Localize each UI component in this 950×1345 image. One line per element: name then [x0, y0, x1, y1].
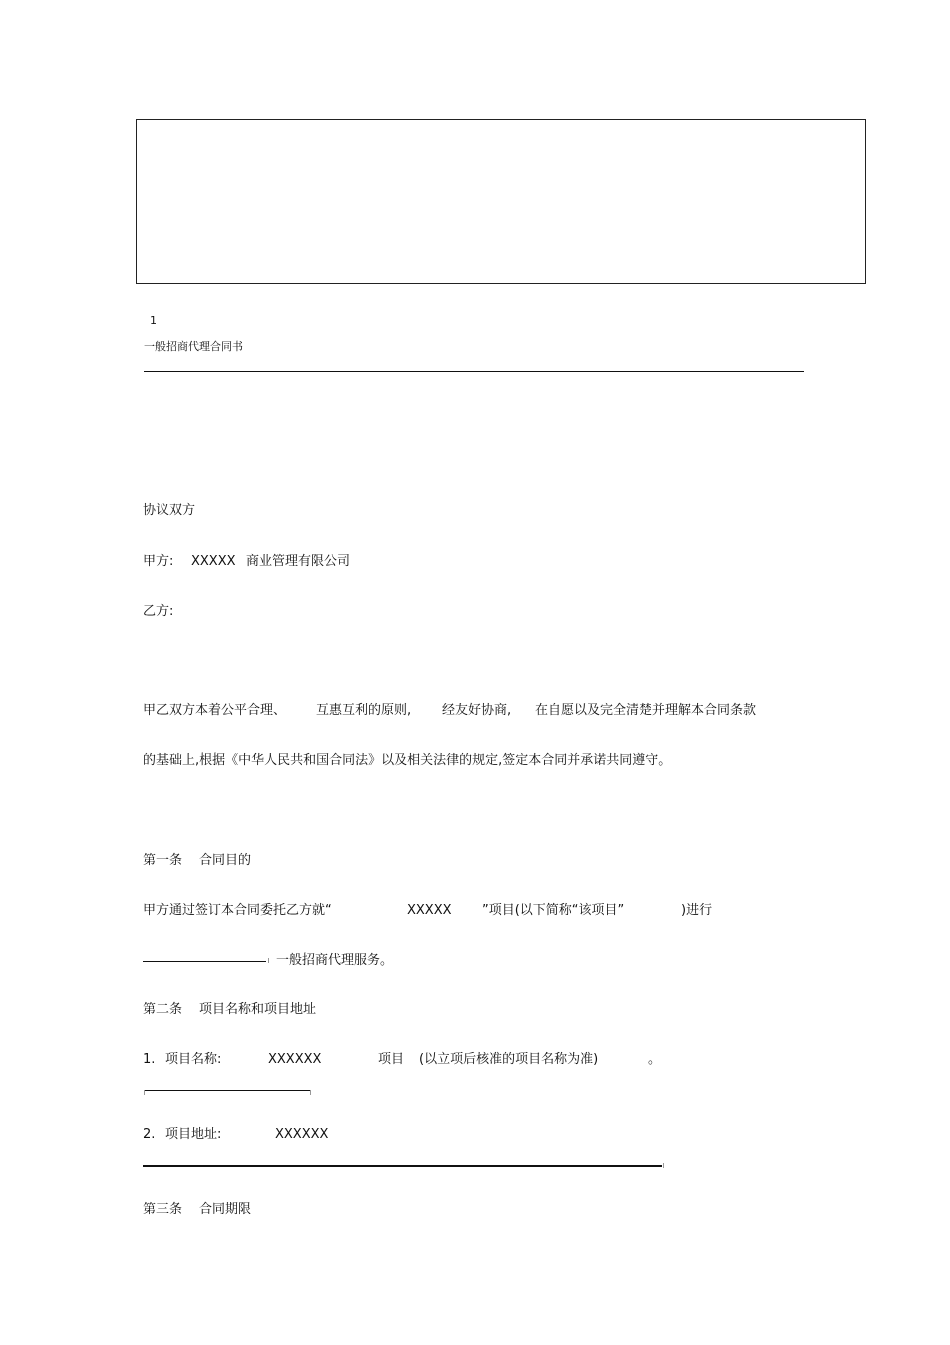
article2-item2-label: 2. [143, 1127, 156, 1142]
article2-item2-field: 项目地址: [165, 1127, 222, 1142]
article1-line2: 一般招商代理服务。 [276, 953, 394, 968]
article1-project-code: XXXXX [407, 903, 452, 918]
page-number: 1 [150, 314, 157, 327]
party-a-label: 甲方: [143, 554, 174, 569]
article1-number: 第一条 [143, 853, 183, 868]
article1-underline-tick [268, 958, 269, 963]
preamble-line1-part3: 经友好协商, [442, 703, 512, 718]
article1-line1-part1: 甲方通过签订本合同委托乙方就“ [143, 903, 332, 918]
article2-item1-code: XXXXXX [268, 1052, 322, 1067]
header-rule [144, 371, 804, 372]
article1-blank-underline [143, 961, 266, 962]
article3-number: 第三条 [143, 1202, 183, 1217]
article2-item2-underline-tick [663, 1163, 664, 1168]
article2-title: 项目名称和项目地址 [199, 1002, 317, 1017]
article3-title: 合同期限 [199, 1202, 252, 1217]
article2-number: 第二条 [143, 1002, 183, 1017]
article2-item1-note: (以立项后核准的项目名称为准) [419, 1052, 599, 1067]
article2-item2-code: XXXXXX [275, 1127, 329, 1142]
article2-underline-tick-left [144, 1090, 145, 1095]
article2-item1-label: 1. [143, 1052, 156, 1067]
article2-item1-underline [145, 1090, 310, 1091]
article1-line1-part3: )进行 [681, 903, 713, 918]
preamble-line1-part1: 甲乙双方本着公平合理、 [143, 703, 287, 718]
preamble-line2: 的基础上,根据《中华人民共和国合同法》以及相关法律的规定,签定本合同并承诺共同遵守。 [143, 753, 672, 768]
header-blank-box [136, 119, 866, 284]
article2-item2-underline [143, 1165, 662, 1167]
preamble-line1-part4: 在自愿以及完全清楚并理解本合同条款 [535, 703, 757, 718]
article1-title: 合同目的 [199, 853, 252, 868]
party-b-label: 乙方: [143, 604, 174, 619]
document-title: 一般招商代理合同书 [144, 340, 243, 353]
parties-heading: 协议双方 [143, 503, 196, 518]
party-a-name-rest: 商业管理有限公司 [246, 554, 351, 569]
article2-item1-end: 。 [648, 1052, 662, 1067]
party-a-name-code: XXXXX [191, 554, 236, 569]
article1-line1-part2: ”项目(以下简称“该项目” [482, 903, 625, 918]
preamble-line1-part2: 互惠互利的原则, [316, 703, 412, 718]
article2-item1-field: 项目名称: [165, 1052, 222, 1067]
article2-item1-suffix: 项目 [378, 1052, 405, 1067]
article2-underline-tick-right [310, 1090, 311, 1095]
